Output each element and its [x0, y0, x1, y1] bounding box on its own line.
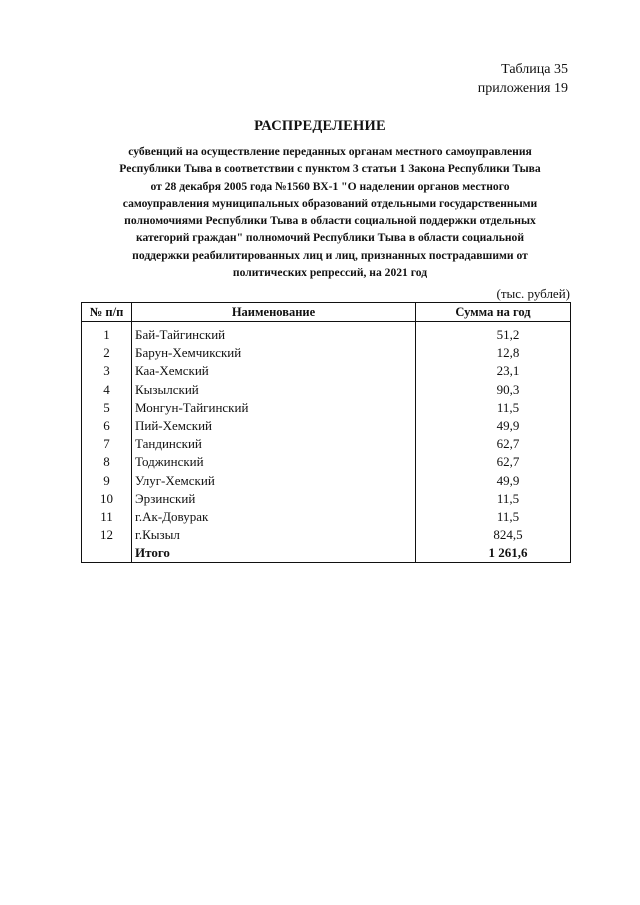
table-row [82, 417, 571, 435]
total-number [82, 544, 132, 563]
row-number: 6 [82, 417, 132, 435]
row-sum: 62,7 [416, 435, 571, 453]
subtitle-line: от 28 декабря 2005 года №1560 ВХ-1 "О наделении органов местного [150, 179, 510, 193]
table-row [82, 344, 571, 362]
row-number: 1 [82, 322, 132, 345]
row-sum: 49,9 [416, 417, 571, 435]
row-number: 7 [82, 435, 132, 453]
table-header-row [82, 303, 571, 322]
row-number: 4 [82, 381, 132, 399]
subtitle-line: категорий граждан" полномочий Республики Тыва в области социальной [135, 231, 524, 245]
table-row [82, 399, 571, 417]
total-label: Итого [132, 544, 416, 563]
row-sum: 12,8 [416, 344, 571, 362]
table-total-row [82, 544, 571, 563]
row-number: 8 [82, 453, 132, 471]
row-sum: 90,3 [416, 381, 571, 399]
row-sum: 23,1 [416, 362, 571, 380]
row-number: 5 [82, 399, 132, 417]
table-row [82, 472, 571, 490]
row-number: 3 [82, 362, 132, 380]
table-number: Таблица 35 [501, 62, 568, 77]
row-name: Улуг-Хемский [132, 472, 416, 490]
row-name: Бай-Тайгинский [132, 322, 416, 345]
row-name: Тандинский [132, 435, 416, 453]
row-name: Монгун-Тайгинский [132, 399, 416, 417]
row-name: Тоджинский [132, 453, 416, 471]
column-header-sum: Сумма на год [416, 303, 571, 322]
table-reference [478, 60, 568, 98]
row-number: 11 [82, 508, 132, 526]
table-row [82, 508, 571, 526]
row-sum: 49,9 [416, 472, 571, 490]
table-row [82, 362, 571, 380]
row-name: г.Ак-Довурак [132, 508, 416, 526]
table-row [82, 435, 571, 453]
subtitle-line: поддержки реабилитированных лиц и лиц, признанных пострадавшими от [132, 248, 528, 262]
table-row [82, 490, 571, 508]
table-row [82, 322, 571, 345]
row-name: Барун-Хемчикский [132, 344, 416, 362]
row-sum: 11,5 [416, 399, 571, 417]
row-number: 2 [82, 344, 132, 362]
subtitle-line: Республики Тыва в соответствии с пунктом 3 статьи 1 Закона Республики Тыва [119, 162, 541, 176]
subtitle-line: самоуправления муниципальных образований отдельными государственными [122, 196, 538, 210]
document-title: РАСПРЕДЕЛЕНИЕ [254, 118, 386, 134]
subtitle-line: полномочиями Республики Тыва в области социальной поддержки отдельных [124, 214, 536, 228]
row-sum: 824,5 [416, 526, 571, 544]
row-name: Эрзинский [132, 490, 416, 508]
row-sum: 11,5 [416, 490, 571, 508]
total-sum: 1 261,6 [416, 544, 571, 563]
row-number: 9 [82, 472, 132, 490]
table-row [82, 453, 571, 471]
table-row [82, 381, 571, 399]
unit-label: (тыс. рублей) [496, 286, 570, 301]
document-subtitle [82, 143, 578, 281]
row-number: 12 [82, 526, 132, 544]
distribution-table [81, 302, 571, 563]
row-sum: 62,7 [416, 453, 571, 471]
row-name: Пий-Хемский [132, 417, 416, 435]
subtitle-line: политических репрессий, на 2021 год [232, 266, 428, 280]
row-number: 10 [82, 490, 132, 508]
table-row [82, 526, 571, 544]
column-header-number: № п/п [82, 303, 132, 322]
column-header-name: Наименование [132, 303, 416, 322]
row-sum: 51,2 [416, 322, 571, 345]
row-name: Каа-Хемский [132, 362, 416, 380]
row-name: г.Кызыл [132, 526, 416, 544]
subtitle-line: субвенций на осуществление переданных органам местного самоуправления [128, 145, 532, 158]
appendix-number: приложения 19 [477, 81, 568, 96]
row-sum: 11,5 [416, 508, 571, 526]
row-name: Кызылский [132, 381, 416, 399]
